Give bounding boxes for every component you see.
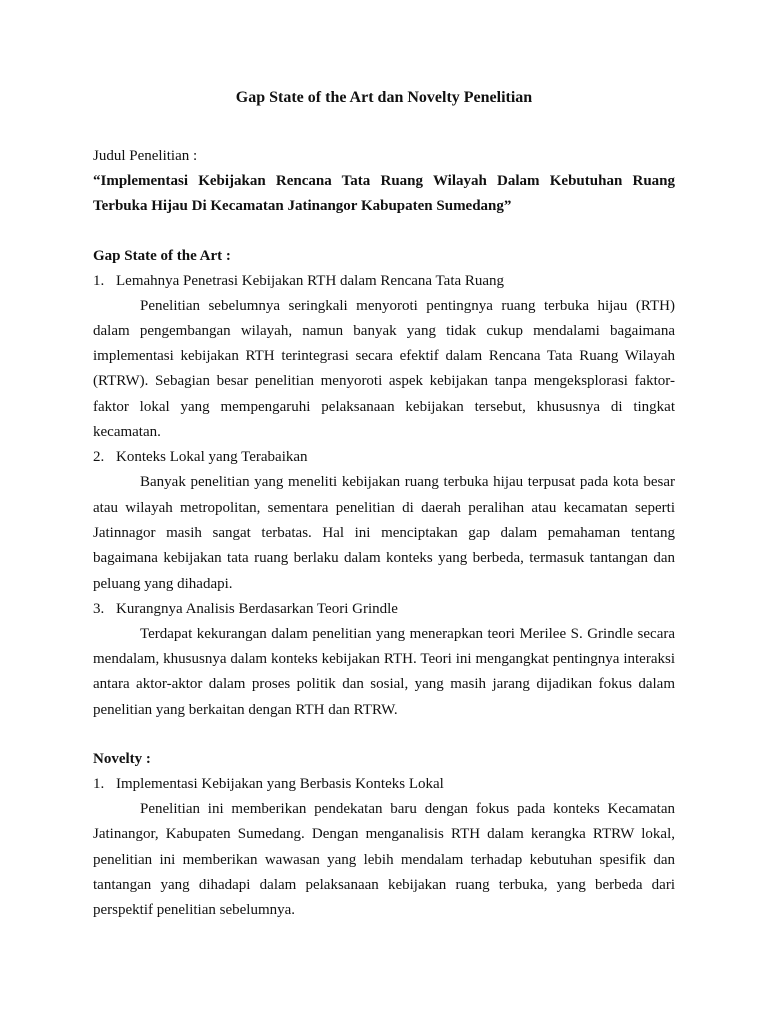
gap-item-body: Terdapat kekurangan dalam penelitian yang menerapkan teori Merilee S. Grindle secara mendalam, khususnya dalam konteks kebijakan RTH. Teori ini mengangkat pentingnya interaksi antara aktor-aktor dalam proses politik dan sosial, yang masih jarang dijadikan fokus dalam penelitian yang berkaitan dengan RTH dan RTRW.	[93, 625, 675, 718]
judul-text: “Implementasi Kebijakan Rencana Tata Ruang Wilayah Dalam Kebutuhan Ruang Terbuka Hijau Di Kecamatan Jatinangor Kabupaten Sumedang”	[93, 173, 675, 215]
novelty-item-title-row	[93, 772, 675, 797]
gap-item	[93, 597, 675, 723]
gap-item-title: Konteks Lokal yang Terabaikan	[116, 449, 308, 466]
gap-item-number: 2.	[93, 449, 105, 466]
novelty-item	[93, 772, 675, 923]
novelty-item-title: Implementasi Kebijakan yang Berbasis Konteks Lokal	[116, 776, 444, 793]
gap-item	[93, 445, 675, 596]
gap-item-title-row	[93, 597, 675, 622]
document-body	[93, 88, 675, 924]
gap-item-body: Banyak penelitian yang meneliti kebijakan ruang terbuka hijau terpusat pada kota besar atau wilayah metropolitan, sementara penelitian di daerah peralihan atau kecamatan seperti Jatinnagor masih sangat terbatas. Hal ini menciptakan gap dalam pemahaman tentang bagaimana kebijakan tata ruang berlaku dalam konteks yang berbeda, termasuk tantangan dan peluang yang dihadapi.	[93, 474, 675, 592]
gap-item-body: Penelitian sebelumnya seringkali menyoroti pentingnya ruang terbuka hijau (RTH) dalam pengembangan wilayah, namun banyak yang tidak cukup mendalami bagaimana implementasi kebijakan RTH terintegrasi secara efektif dalam Rencana Tata Ruang Wilayah (RTRW). Sebagian besar penelitian menyoroti aspek kebijakan tanpa mengeksplorasi faktor-faktor lokal yang mempengaruhi pelaksanaan kebijakan tersebut, khususnya di tingkat kecamatan.	[93, 297, 675, 441]
spacer	[93, 723, 675, 747]
novelty-heading: Novelty :	[93, 751, 151, 768]
gap-item-title: Kurangnya Analisis Berdasarkan Teori Grindle	[116, 600, 398, 617]
gap-item	[93, 269, 675, 446]
judul-label: Judul Penelitian :	[93, 148, 198, 164]
spacer	[93, 220, 675, 244]
novelty-item-number: 1.	[93, 776, 105, 793]
gap-item-title-row	[93, 445, 675, 470]
gap-item-title-row	[93, 269, 675, 294]
novelty-item-body: Penelitian ini memberikan pendekatan baru dengan fokus pada konteks Kecamatan Jatinangor, Kabupaten Sumedang. Dengan menganalisis RTH dalam kerangka RTRW lokal, penelitian ini memberikan wawasan yang lebih mendalam terhadap kebutuhan spesifik dan tantangan yang dihadapi dalam pelaksanaan kebijakan ruang terbuka, yang berbeda dari perspektif penelitian sebelumnya.	[93, 801, 675, 919]
gap-item-title: Lemahnya Penetrasi Kebijakan RTH dalam Rencana Tata Ruang	[116, 272, 505, 289]
gap-item-number: 1.	[93, 272, 105, 289]
document-title: Gap State of the Art dan Novelty Penelitian	[235, 89, 533, 106]
gap-item-number: 3.	[93, 600, 105, 617]
gap-heading: Gap State of the Art :	[93, 247, 231, 264]
